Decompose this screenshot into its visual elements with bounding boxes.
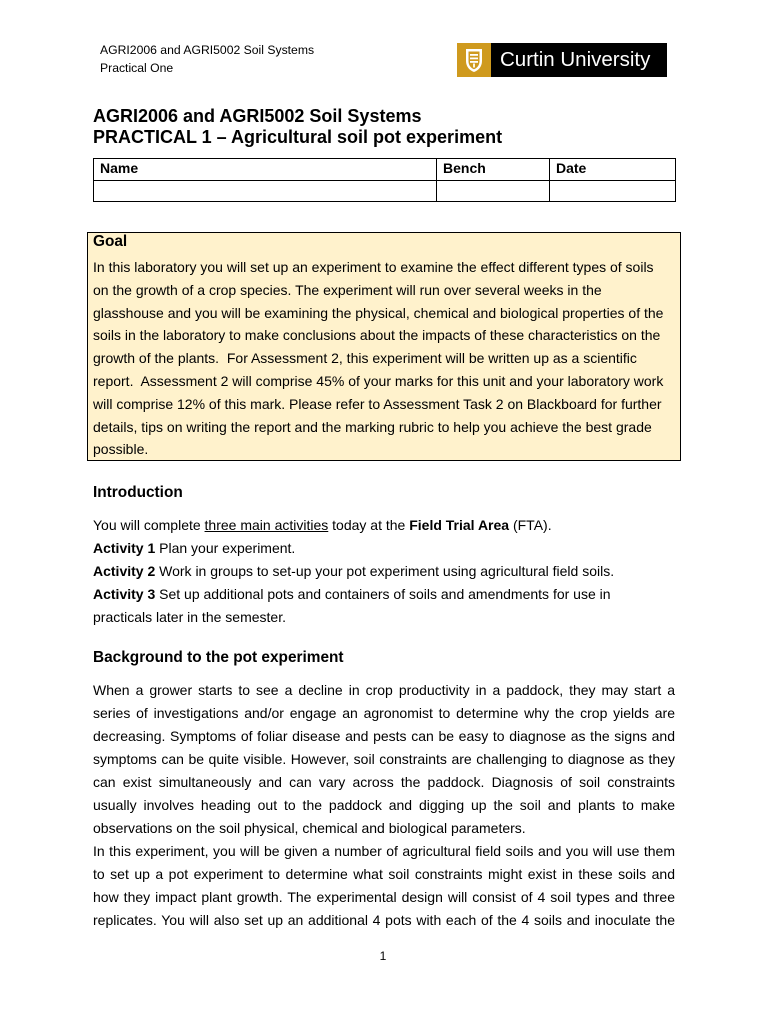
- background-text-line: to set up a pot experiment to determine what soil constraints might exist in these soils and: [93, 866, 675, 882]
- activity-text: Plan your experiment.: [159, 540, 296, 556]
- background-text: [93, 679, 675, 932]
- background-text-line: observations on the soil physical, chemical and biological parameters.: [93, 820, 526, 836]
- intro-activities-sentence: [93, 514, 614, 537]
- introduction-heading: Introduction: [93, 484, 183, 501]
- goal-text: [93, 256, 680, 461]
- curtin-crest-icon: [457, 43, 491, 77]
- table-cell-date: [550, 181, 676, 202]
- student-details-table: [93, 158, 676, 202]
- activity-2-line: [93, 560, 614, 583]
- title-course: AGRI2006 and AGRI5002 Soil Systems: [93, 106, 422, 126]
- goal-heading: Goal: [93, 233, 128, 250]
- goal-box: [87, 232, 681, 461]
- background-text-line: In this experiment, you will be given a number of agricultural field soils and you will use them: [93, 843, 675, 859]
- activity-text: Work in groups to set-up your pot experiment using agricultural field soils.: [159, 563, 615, 579]
- background-text-line: can exist simultaneously and can vary across the paddock. Diagnosis of soil constraints: [93, 774, 675, 790]
- activity-label: Activity 1: [93, 540, 156, 556]
- goal-text-line: possible.: [93, 441, 149, 458]
- intro-tail-text: (FTA).: [512, 517, 552, 533]
- table-header-date: Date: [550, 159, 676, 181]
- title-practical: PRACTICAL 1 – Agricultural soil pot experiment: [93, 127, 503, 147]
- background-text-line: symptoms can be quite visible. However, soil constraints are challenging to diagnose as they: [93, 751, 675, 767]
- goal-text-line: glasshouse and you will be examining the physical, chemical and biological properties of the: [93, 304, 664, 321]
- activity-label: Activity 2: [93, 563, 156, 579]
- goal-text-line: soils in the laboratory to make conclusions about the impacts of these characteristics on the: [93, 327, 661, 344]
- goal-text-line: growth of the plants. For Assessment 2, this experiment will be written up as a scientific: [93, 350, 637, 367]
- background-text-line: how they impact plant growth. The experimental design will consist of 4 soil types and three: [93, 889, 675, 905]
- goal-text-line: In this laboratory you will set up an experiment to examine the effect different types of soils: [93, 259, 654, 275]
- running-header-practical: Practical One: [100, 61, 174, 75]
- document-title: [93, 106, 502, 148]
- curtin-university-logo: [457, 43, 667, 77]
- table-cell-bench: [437, 181, 550, 202]
- activity-3-continuation: practicals later in the semester.: [93, 609, 286, 625]
- running-header-course: AGRI2006 and AGRI5002 Soil Systems: [100, 43, 315, 57]
- background-text-line: replicates. You will also set up an additional 4 pots with each of the 4 soils and inoculate the: [93, 912, 675, 928]
- activity-label: Activity 3: [93, 586, 156, 602]
- logo-text: Curtin University: [500, 48, 651, 71]
- table-header-name: Name: [94, 159, 437, 181]
- background-text-line: series of investigations and/or engage an agronomist to determine why the crop yields are: [93, 705, 675, 721]
- activity-text: Set up additional pots and containers of soils and amendments for use in: [159, 586, 611, 602]
- goal-text-line: report. Assessment 2 will comprise 45% of your marks for this unit and your laboratory work: [93, 372, 664, 389]
- table-header-bench: Bench: [437, 159, 550, 181]
- background-text-line: decreasing. Symptoms of foliar disease and pests can be easy to diagnose as the signs and: [93, 728, 675, 744]
- background-text-line: When a grower starts to see a decline in crop productivity in a paddock, they may start a: [93, 682, 675, 698]
- running-header: [100, 41, 314, 77]
- goal-text-line: will comprise 12% of this mark. Please refer to Assessment Task 2 on Blackboard for further: [93, 395, 662, 412]
- background-text-line: usually involves heading out to the paddock and digging up the soil and plants to make: [93, 797, 675, 813]
- page-number: 1: [379, 949, 387, 963]
- activity-1-line: [93, 537, 614, 560]
- table-cell-name: [94, 181, 437, 202]
- three-main-activities-text: three main activities: [204, 517, 329, 533]
- introduction-text: [93, 514, 614, 629]
- goal-text-line: details, tips on writing the report and the marking rubric to help you achieve the best grade: [93, 418, 652, 435]
- intro-middle-text: today at the: [332, 517, 406, 533]
- background-heading: Background to the pot experiment: [93, 649, 344, 666]
- activity-3-line: [93, 583, 614, 606]
- field-trial-area-text: Field Trial Area: [409, 517, 510, 533]
- intro-lead-text: You will complete: [93, 517, 201, 533]
- goal-text-line: on the growth of a crop species. The experiment will run over several weeks in the: [93, 281, 602, 298]
